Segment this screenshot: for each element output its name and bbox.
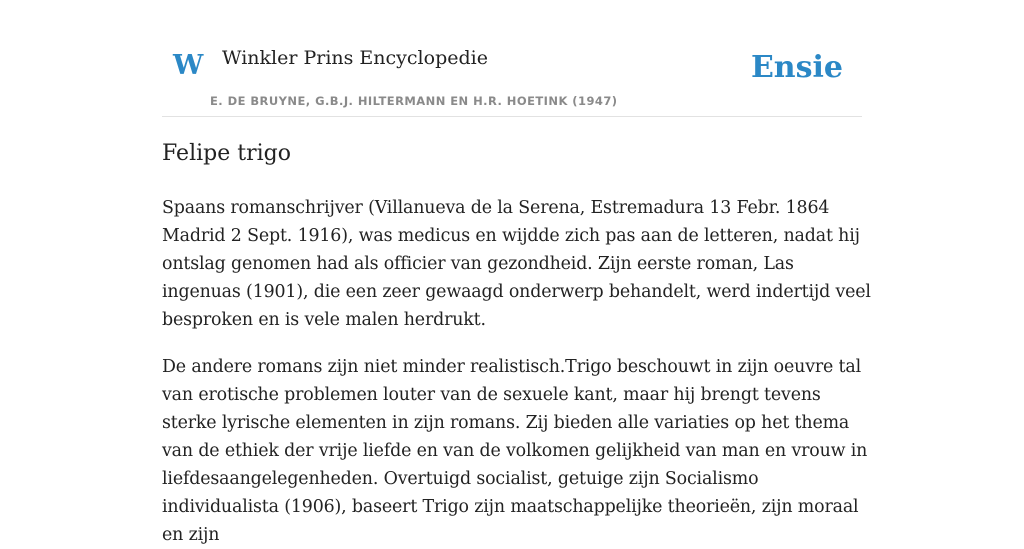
site-header — [162, 40, 862, 117]
publication-logo-icon[interactable]: W — [173, 50, 204, 81]
publication-authors: E. DE BRUYNE, G.B.J. HILTERMANN EN H.R. HOETINK (1947) — [210, 94, 618, 108]
brand-logo[interactable]: Ensie — [750, 50, 843, 85]
article-paragraph: De andere romans zijn niet minder realistisch.Trigo beschouwt in zijn oeuvre tal van erotische problemen louter van de sexuele kant, maar hij brengt tevens sterke lyrische elementen in zijn romans. Zij bieden alle variaties op het thema van de ethiek der vrije liefde en van de volkomen gelijkheid van man en vrouw in liefdesaangelegenheden. Overtuigd socialist, getuige zijn Socialismo individualista (1906), baseert Trigo zijn maatschappelijke theorieën, zijn moraal en zijn — [162, 357, 868, 545]
article — [162, 138, 874, 549]
article-title: Felipe trigo — [162, 141, 291, 166]
publication-title[interactable]: Winkler Prins Encyclopedie — [222, 47, 488, 69]
article-paragraph: Spaans romanschrijver (Villanueva de la Serena, Estremadura 13 Febr. 1864 Madrid 2 Sept. 1916), was medicus en wijdde zich pas aan de letteren, nadat hij ontslag genomen had als officier van gezondheid. Zijn eerste roman, Las ingenuas (1901), die een zeer gewaagd onderwerp behandelt, werd indertijd veel besproken en is vele malen herdrukt. — [162, 198, 871, 330]
